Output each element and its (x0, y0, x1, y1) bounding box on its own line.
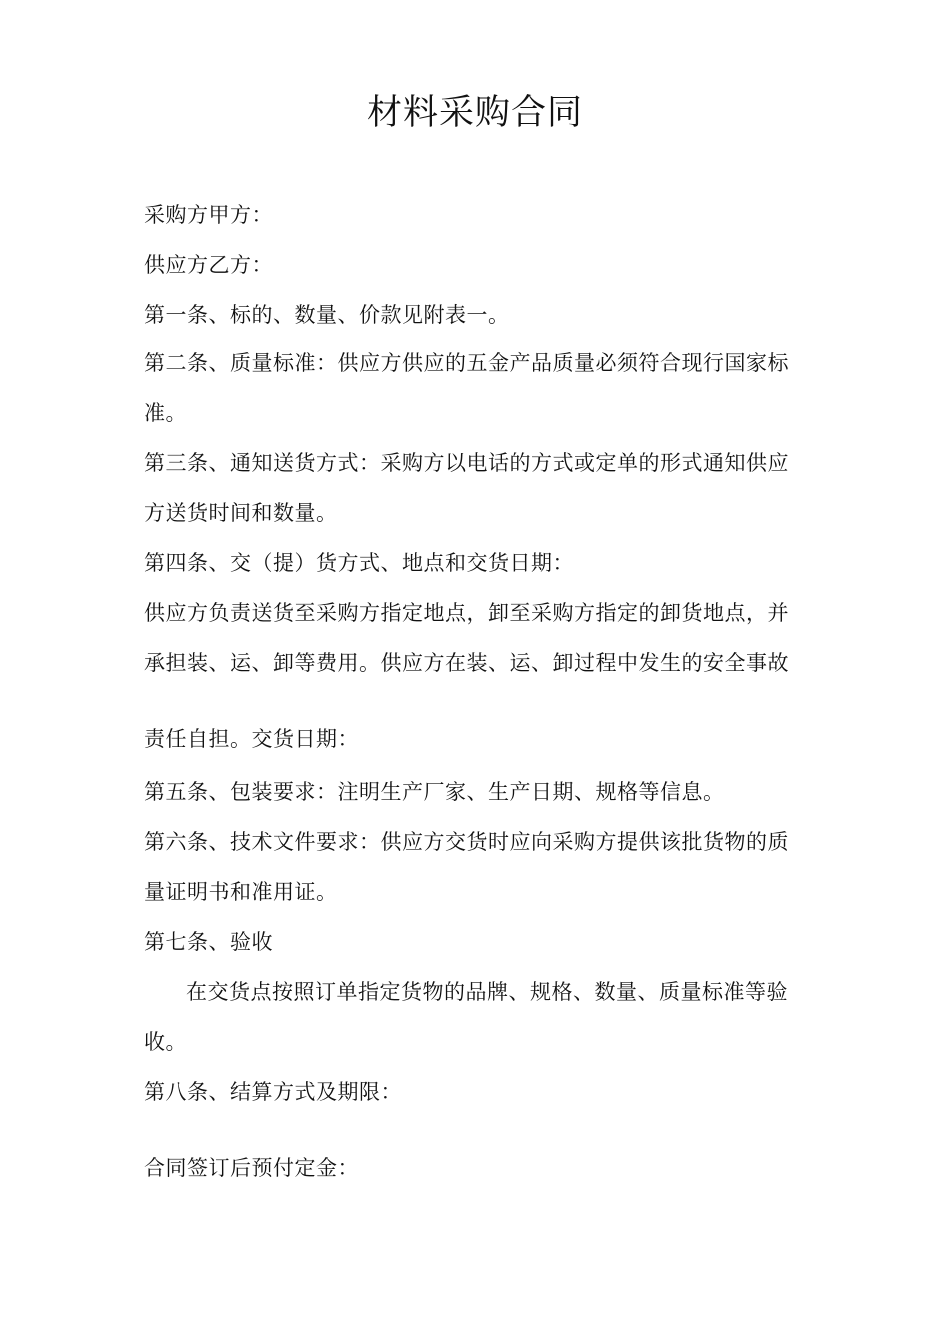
clause-4-heading: 第四条、交（提）货方式、地点和交货日期： (144, 551, 574, 575)
clause-7-heading: 第七条、验收 (144, 930, 273, 954)
clause-6-line-1: 第六条、技术文件要求：供应方交货时应向采购方提供该批货物的质 (144, 830, 789, 854)
line-buyer: 采购方甲方： (144, 203, 273, 227)
clause-2-line-1: 第二条、质量标准：供应方供应的五金产品质量必须符合现行国家标 (144, 351, 789, 375)
clause-1: 第一条、标的、数量、价款见附表一。 (144, 303, 510, 327)
document-title: 材料采购合同 (366, 93, 583, 133)
clause-5: 第五条、包装要求：注明生产厂家、生产日期、规格等信息。 (144, 780, 725, 804)
clause-4-line-2: 承担装、运、卸等费用。供应方在装、运、卸过程中发生的安全事故 (144, 651, 789, 675)
clause-6-line-2: 量证明书和准用证。 (144, 880, 338, 904)
clause-3-line-1: 第三条、通知送货方式：采购方以电话的方式或定单的形式通知供应 (144, 451, 789, 475)
clause-4-line-1: 供应方负责送货至采购方指定地点，卸至采购方指定的卸货地点，并 (144, 601, 789, 625)
line-supplier: 供应方乙方： (144, 253, 273, 277)
clause-8-line-1: 合同签订后预付定金： (144, 1156, 359, 1180)
clause-8-heading: 第八条、结算方式及期限： (144, 1080, 402, 1104)
clause-2-line-2: 准。 (144, 401, 187, 425)
clause-7-line-1: 在交货点按照订单指定货物的品牌、规格、数量、质量标准等验 (186, 980, 788, 1004)
clause-7-line-2: 收。 (144, 1030, 187, 1054)
clause-4-line-3: 责任自担。交货日期： (144, 727, 359, 751)
clause-3-line-2: 方送货时间和数量。 (144, 501, 338, 525)
